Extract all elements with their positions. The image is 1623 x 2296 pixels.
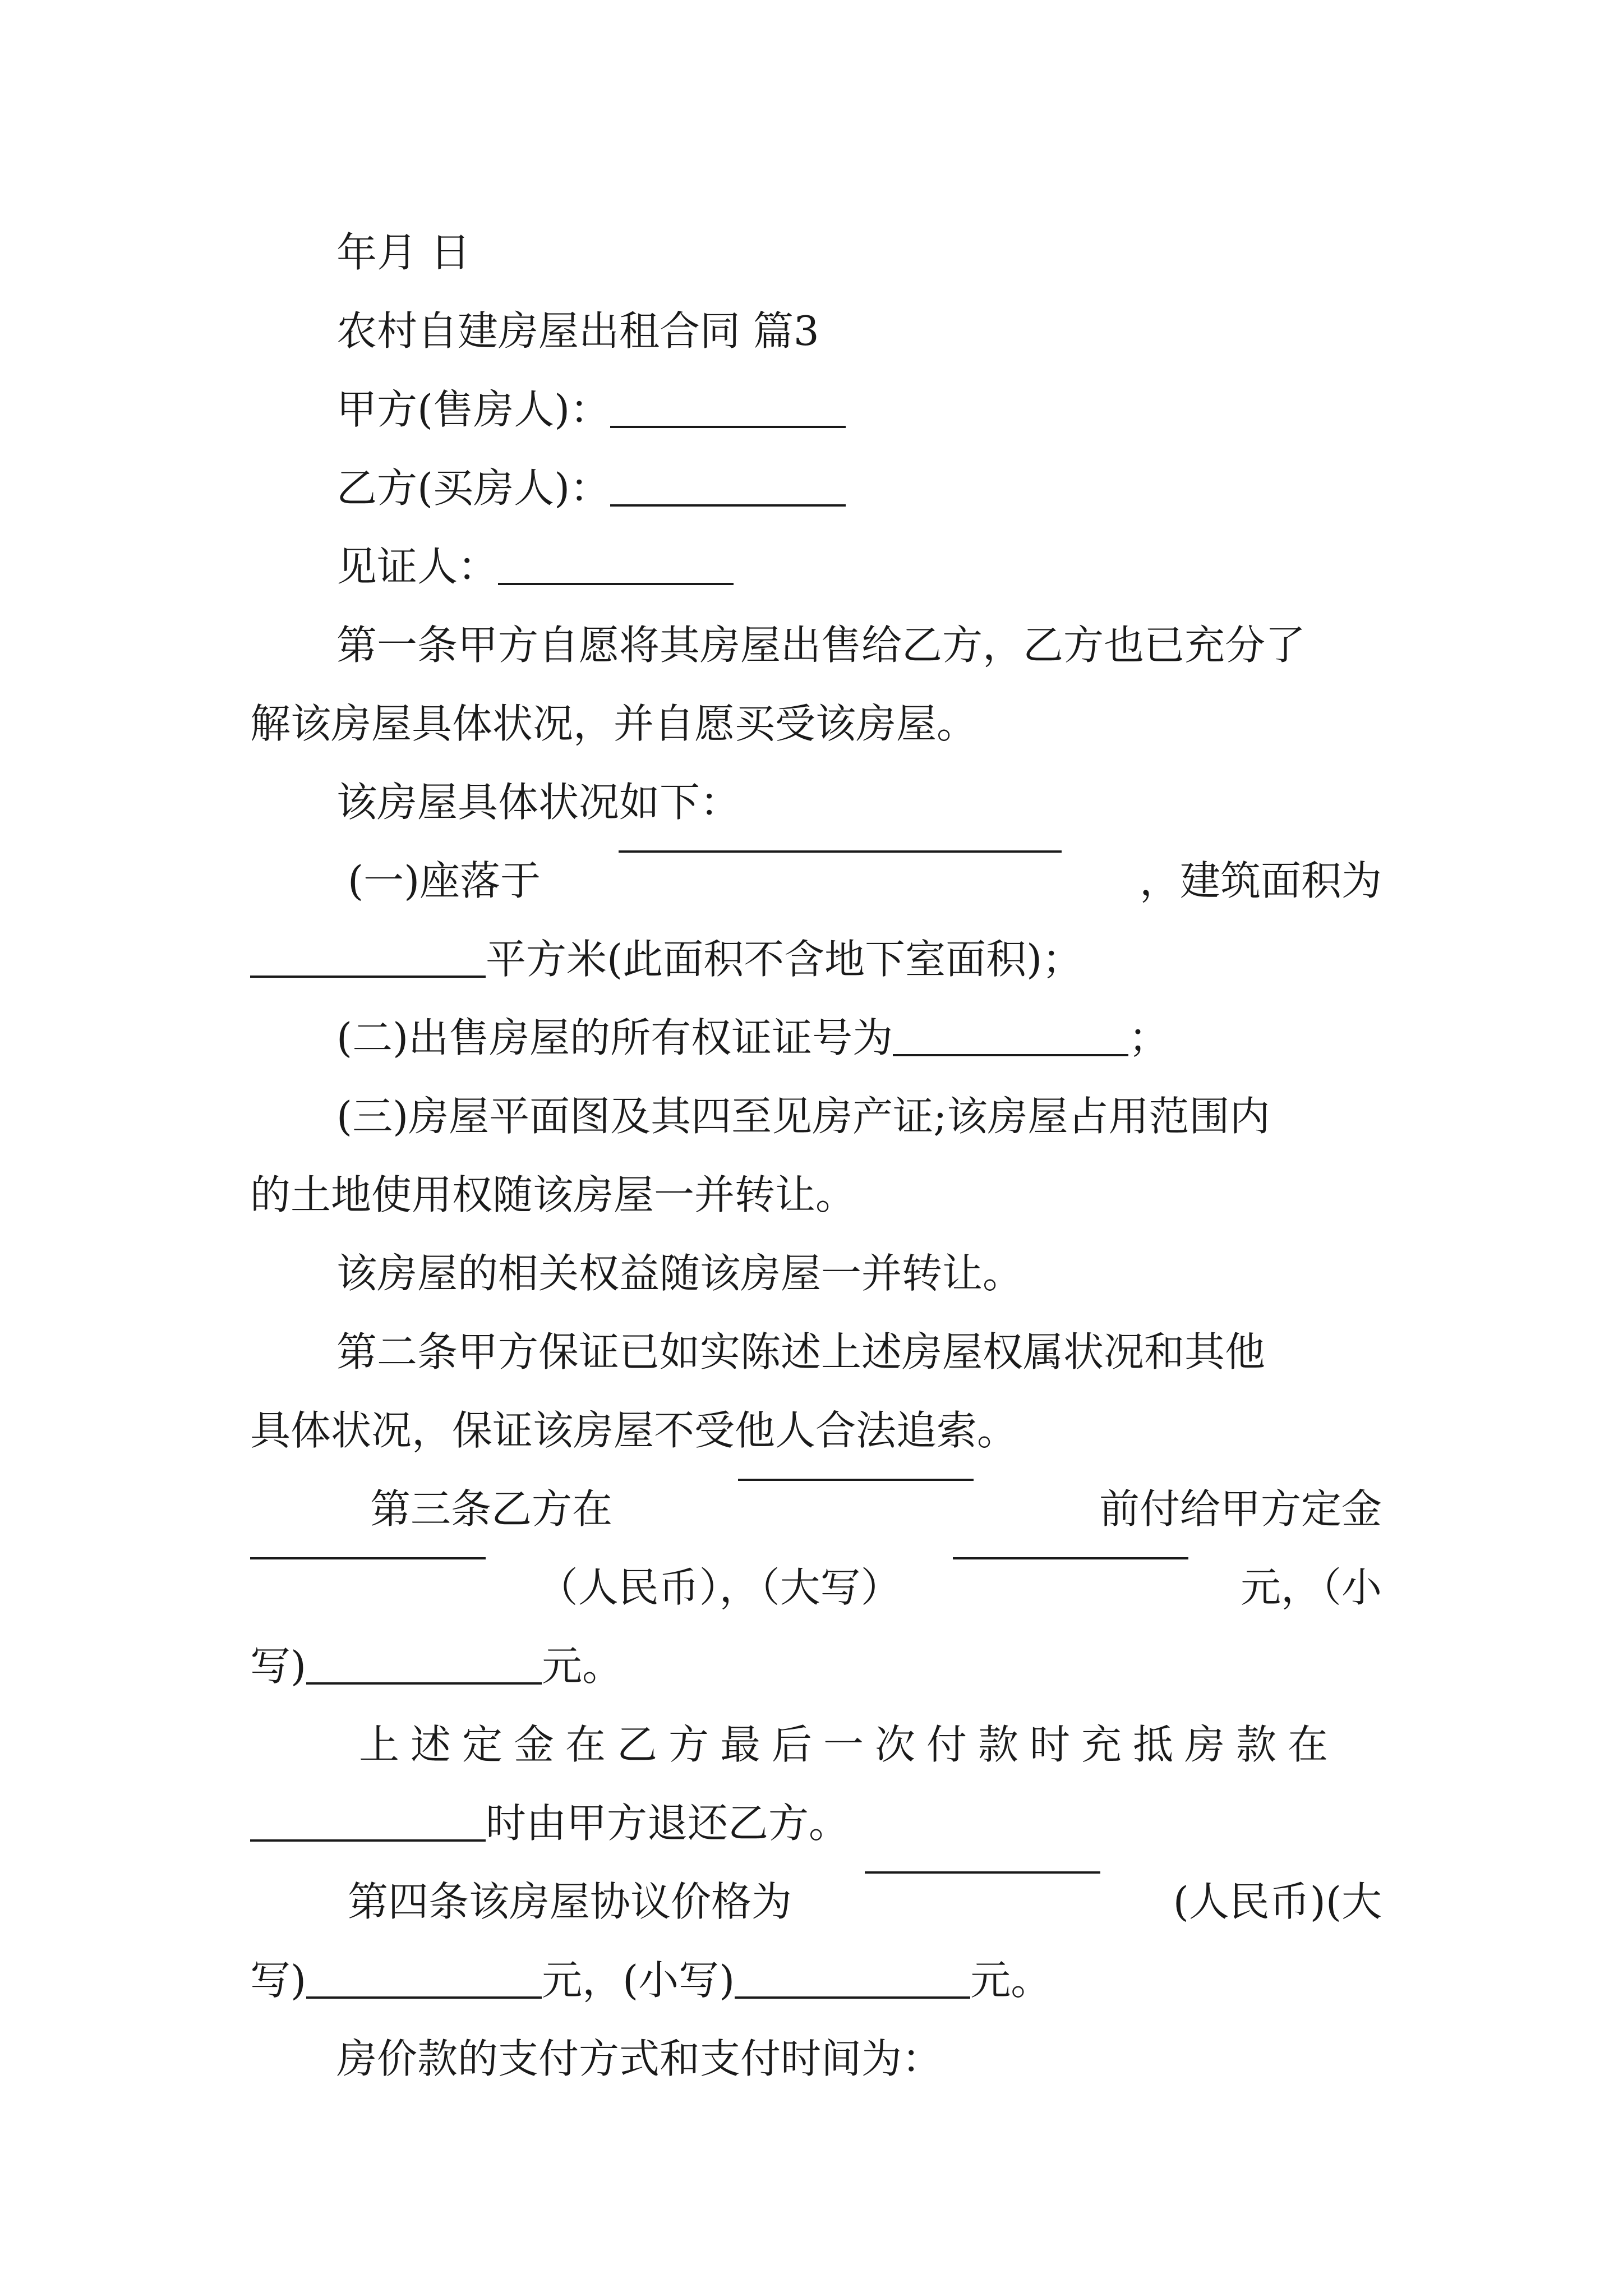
article-3-yuan-text: 元，（小 [1240,1564,1382,1611]
deposit-amount-blank [250,1555,486,1559]
article-3-currency-text: （人民币），（大写） [537,1564,901,1611]
date-line: 年月 日 [336,229,471,276]
article-3-end: 元。 [542,1642,623,1690]
payment-terms-line: 房价款的支付方式和支付时间为： [336,2035,943,2082]
article-1-line-1: 第一条甲方自愿将其房屋出售给乙方，乙方也已充分了 [336,622,1306,669]
article-3-lowercase-label: 写) [250,1642,307,1690]
item-1-area-label: ，建筑面积为 [1139,857,1382,904]
article-2-line-1: 第二条甲方保证已如实陈述上述房屋权属状况和其他 [336,1328,1266,1375]
party-a-label: 甲方(售房人)： [336,386,611,433]
area-blank [250,973,486,978]
deposit-lowercase-blank [306,1680,542,1685]
price-uppercase-blank [306,1994,542,1999]
property-intro: 该房屋具体状况如下： [336,779,741,826]
item-2-line [336,1005,1382,1064]
rights-transfer-line: 该房屋的相关权益随该房屋一并转让。 [336,1250,1023,1297]
price-blank [865,1869,1100,1874]
item-1-line-2 [250,927,1382,985]
party-b-label: 乙方(买房人)： [336,464,611,512]
article-1-line-2: 解该房屋具体状况，并自愿买受该房屋。 [250,700,978,747]
deposit-offset-line-1: 上述定金在乙方最后一次付款时充抵房款在 [359,1721,1340,1768]
party-a-line [336,377,1382,435]
item-2-end: ； [1128,1014,1169,1061]
area-unit-text: 平方米(此面积不含地下室面积)； [486,936,1083,983]
article-4-uppercase-label: 写) [250,1957,307,2004]
witness-line [336,534,1382,592]
item-3-line-1: (三)房屋平面图及其四至见房产证;该房屋占用范围内 [336,1093,1270,1140]
item-3-line-2: 的土地使用权随该房屋一并转让。 [250,1171,856,1218]
item-2-label: (二)出售房屋的所有权证证号为 [336,1014,893,1061]
item-1-label: (一)座落于 [348,857,541,904]
location-blank [619,848,1062,853]
article-4-label: 第四条该房屋协议价格为 [348,1878,792,1925]
article-4-line-2 [250,1948,1382,2006]
article-4-currency-text: (人民币)(大 [1173,1878,1382,1925]
article-3-line-2 [250,1555,1382,1613]
article-4-line-1 [348,1869,1382,1927]
article-3-deposit-text: 前付给甲方定金 [1099,1485,1382,1533]
certificate-number-blank [893,1052,1128,1056]
party-b-blank [610,502,846,507]
article-3-line-3 [250,1634,1382,1692]
article-3-line-1 [370,1476,1382,1535]
deposit-offset-line-2 [250,1791,1382,1849]
witness-label: 见证人： [336,543,499,590]
deposit-uppercase-blank [953,1555,1188,1559]
item-1-line-1 [348,848,1382,907]
article-3-label: 第三条乙方在 [370,1485,613,1533]
deposit-date-blank [738,1476,974,1481]
article-4-end: 元。 [970,1957,1052,2004]
deposit-refund-text: 时由甲方退还乙方。 [486,1800,850,1847]
article-2-line-2: 具体状况，保证该房屋不受他人合法追索。 [250,1407,1018,1454]
party-a-blank [610,424,846,428]
price-lowercase-blank [735,1994,970,1999]
document-heading: 农村自建房屋出租合同 篇3 [336,307,819,355]
article-4-lowercase-text: 元，(小写) [542,1957,735,2004]
deposit-refund-blank [250,1837,486,1842]
witness-blank [498,581,734,585]
party-b-line [336,455,1382,514]
